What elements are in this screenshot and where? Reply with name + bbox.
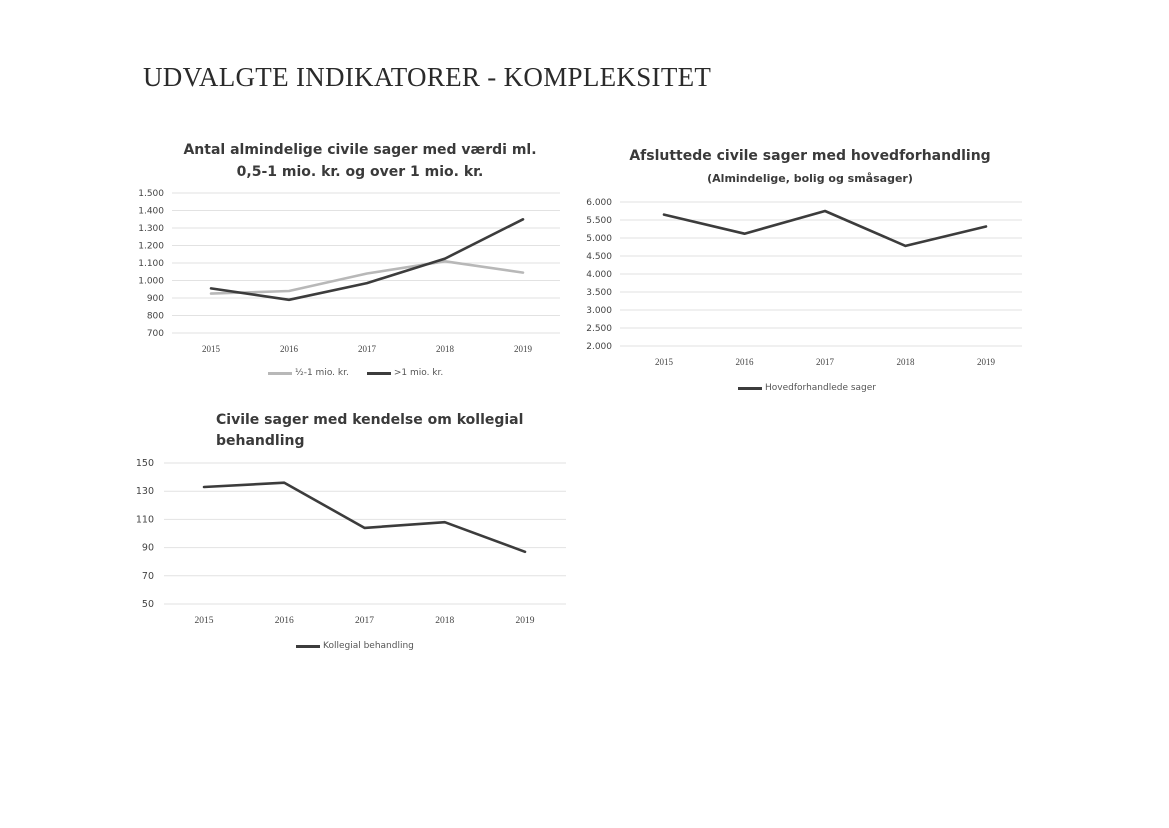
y-tick-label: 700 <box>146 329 164 339</box>
data-point <box>444 521 446 523</box>
y-tick-label: 90 <box>141 542 154 554</box>
x-tick-label: 2016 <box>274 616 294 626</box>
series-line <box>204 483 525 552</box>
y-tick-label: 1.100 <box>138 259 164 269</box>
data-point <box>203 486 205 488</box>
y-tick-label: 1.200 <box>138 241 164 252</box>
y-tick-label: 70 <box>141 570 154 582</box>
legend-label: ½-1 mio. kr. <box>295 368 349 378</box>
chart-title: Afsluttede civile sager med hovedforhandling <box>629 148 991 164</box>
y-tick-label: 1.300 <box>138 224 164 234</box>
data-point <box>283 482 285 484</box>
y-tick-label: 2.000 <box>586 342 612 352</box>
y-tick-label: 900 <box>146 294 164 304</box>
legend-label: Hovedforhandlede sager <box>765 383 877 393</box>
legend-label: >1 mio. kr. <box>393 368 444 378</box>
x-tick-label: 2019 <box>977 357 995 367</box>
y-tick-label: 3.500 <box>586 288 612 298</box>
legend-label: Kollegial behandling <box>323 641 414 651</box>
chart-subtitle: (Almindelige, bolig og småsager) <box>707 172 913 185</box>
chart-title-line-2: behandling <box>216 433 305 449</box>
legend-swatch <box>296 645 320 648</box>
x-tick-label: 2017 <box>355 616 374 626</box>
chart-title-line-1: Civile sager med kendelse om kollegial <box>216 412 524 428</box>
x-tick-label: 2018 <box>435 616 455 626</box>
x-tick-label: 2017 <box>358 344 376 354</box>
y-tick-label: 4.500 <box>586 252 612 262</box>
x-tick-label: 2018 <box>436 344 454 354</box>
x-tick-label: 2016 <box>735 357 754 367</box>
y-tick-label: 5.000 <box>586 234 612 244</box>
legend-item <box>296 641 414 651</box>
x-tick-label: 2017 <box>816 357 834 367</box>
x-tick-label: 2016 <box>280 344 298 354</box>
data-point <box>364 527 366 529</box>
y-tick-label: 3.000 <box>586 306 612 316</box>
y-tick-label: 800 <box>146 311 164 322</box>
chart-title-line-1: Antal almindelige civile sager med værdi ml. <box>183 142 537 158</box>
y-tick-label: 6.000 <box>586 198 612 208</box>
y-tick-label: 150 <box>135 458 154 469</box>
x-tick-label: 2019 <box>514 344 532 354</box>
y-tick-label: 1.400 <box>138 206 164 217</box>
y-tick-label: 1.000 <box>138 276 164 287</box>
data-point <box>524 551 526 553</box>
x-tick-label: 2018 <box>896 357 915 367</box>
x-tick-label: 2015 <box>194 616 214 626</box>
chart-title-line-2: 0,5-1 mio. kr. og over 1 mio. kr. <box>236 164 484 180</box>
y-tick-label: 130 <box>135 486 154 498</box>
y-tick-label: 50 <box>141 599 154 610</box>
page-title: UDVALGTE INDIKATORER - KOMPLEKSITET <box>143 62 712 92</box>
y-tick-label: 2.500 <box>586 324 612 334</box>
x-tick-label: 2015 <box>655 357 673 367</box>
y-tick-label: 110 <box>135 514 154 526</box>
y-tick-label: 5.500 <box>586 216 612 226</box>
y-tick-label: 1.500 <box>138 189 164 199</box>
chart-legend <box>296 641 428 651</box>
x-tick-label: 2015 <box>202 344 220 354</box>
x-tick-label: 2019 <box>515 616 535 626</box>
y-tick-label: 4.000 <box>586 270 612 280</box>
